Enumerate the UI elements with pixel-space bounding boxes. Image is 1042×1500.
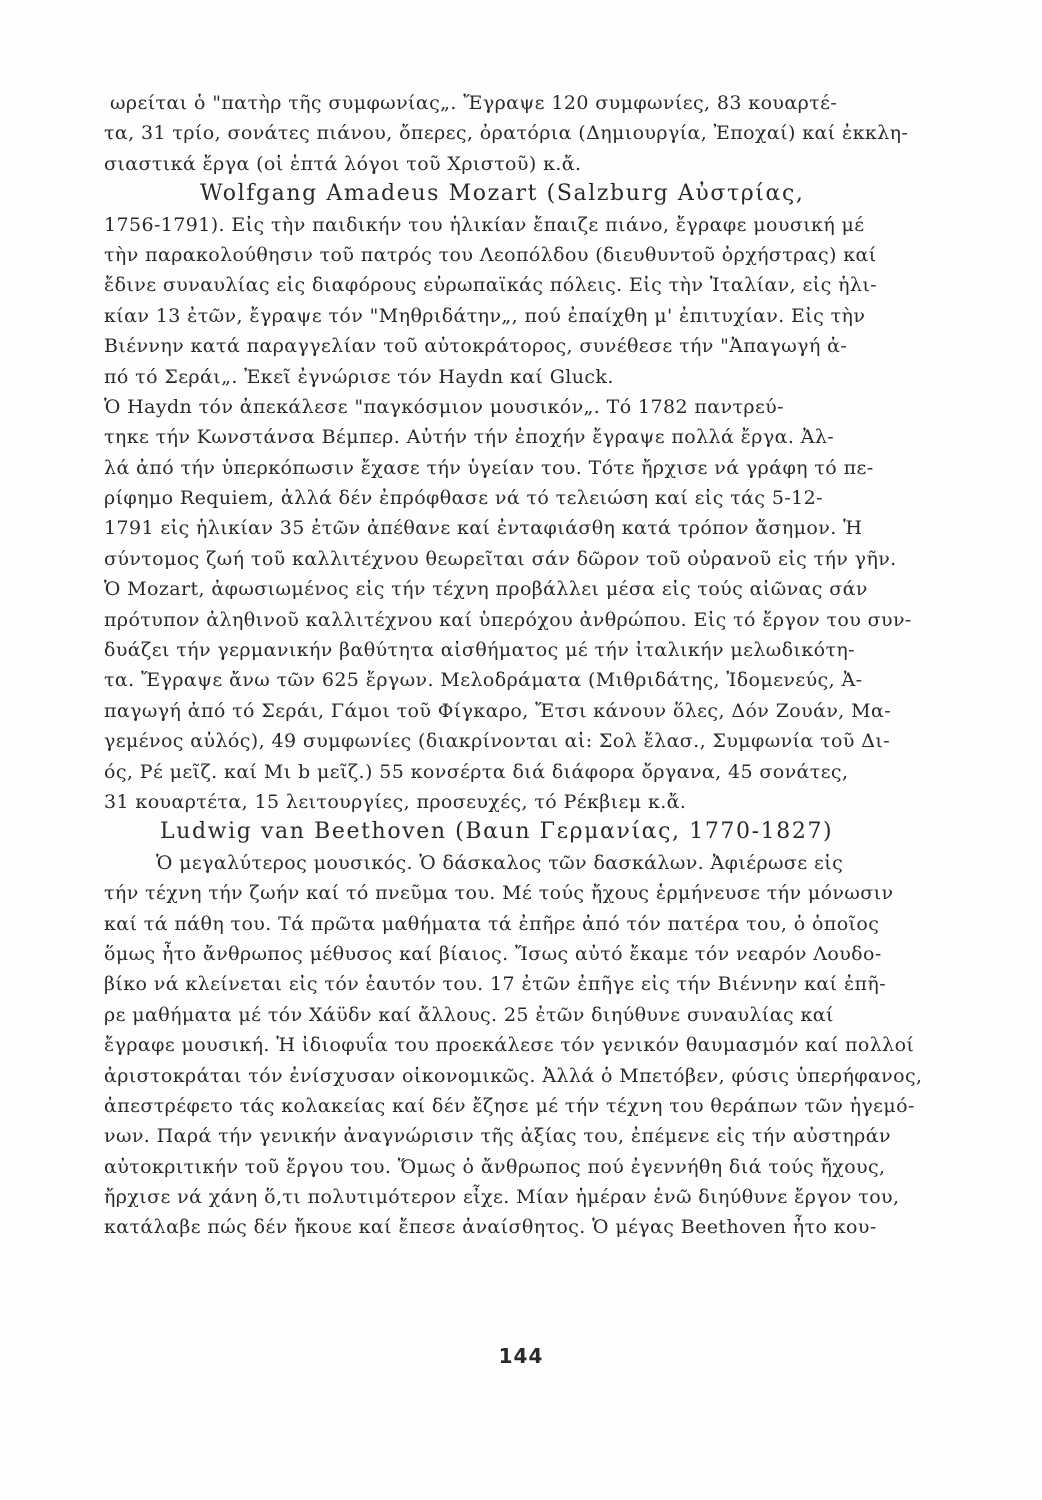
text-line: ἀπεστρέφετο τάς κολακείας καί δέν ἔζησε μέ τήν τέχνη του θεράπων τῶν ἡγεμό- [104,1094,915,1117]
text-line: κίαν 13 ἐτῶν, ἔγραψε τόν "Μηθριδάτην„, πού ἐπαίχθη μ' ἐπιτυχίαν. Εἰς τὴν [104,304,866,327]
text-line: δυάζει τήν γερμανικήν βαθύτητα αἰσθήματος μέ τήν ἰταλικήν μελωδικότη- [104,639,855,662]
text-line: παγωγή ἀπό τό Σεράι, Γάμοι τοῦ Φίγκαρο, Ἔτσι κάνουν ὅλες, Δόν Ζουάν, Μα- [104,699,892,722]
handwritten-text-body [104,88,964,1243]
text-line: τήν τέχνη τήν ζωήν καί τό πνεῦμα του. Μέ τούς ἤχους ἑρμήνευσε τήν μόνωσιν [104,882,894,905]
text-line: γεμένος αὐλός), 49 συμφωνίες (διακρίνονται αἱ: Σολ ἔλασ., Συμφωνία τοῦ Δι- [104,730,891,753]
text-line: Βιέννην κατά παραγγελίαν τοῦ αὐτοκράτορος, συνέθεσε τήν "Ἀπαγωγή ἀ- [104,335,848,358]
text-line: ρίφημο Requiem, ἀλλά δέν ἐπρόφθασε νά τό τελειώση καί εἰς τάς 5-12- [104,487,823,510]
text-line: σιαστικά ἔργα (οἱ ἑπτά λόγοι τοῦ Χριστοῦ) κ.ἄ. [104,152,582,175]
page-number: 144 [498,1344,544,1368]
text-line: πό τό Σεράι„. Ἐκεῖ ἐγνώρισε τόν Haydn καί Gluck. [104,365,614,388]
text-line: κατάλαβε πώς δέν ἤκουε καί ἔπεσε ἀναίσθητος. Ὁ μέγας Beethoven ἦτο κου- [104,1216,877,1239]
text-line: ἤρχισε νά χάνη ὅ,τι πολυτιμότερον εἶχε. Μίαν ἡμέραν ἐνῶ διηύθυνε ἔργον του, [104,1186,900,1209]
text-line: Ὁ Mozart, ἀφωσιωμένος εἰς τήν τέχνη προβάλλει μέσα εἰς τούς αἰῶνας σάν [104,578,868,601]
text-line: ός, Ρέ μεῖζ. καί Μι b μεῖζ.) 55 κονσέρτα διά διάφορα ὄργανα, 45 σονάτες, [104,760,849,783]
text-line: πρότυπον ἀληθινοῦ καλλιτέχνου καί ὑπερόχου ἀνθρώπου. Εἰς τό ἔργον του συν- [104,608,912,631]
text-line: ἀριστοκράται τόν ἐνίσχυσαν οἰκονομικῶς. Ἀλλά ὁ Μπετόβεν, φύσις ὑπερήφανος, [104,1064,923,1087]
text-line: νων. Παρά τήν γενικήν ἀναγνώρισιν τῆς ἀξίας του, ἐπέμενε εἰς τήν αὐστηράν [104,1125,891,1148]
text-line: τὴν παρακολούθησιν τοῦ πατρός του Λεοπόλδου (διευθυντοῦ ὀρχήστρας) καί [104,243,877,266]
text-line: Ὁ μεγαλύτερος μουσικός. Ὁ δάσκαλος τῶν δασκάλων. Ἀφιέρωσε εἰς [156,851,844,874]
text-line: 1756-1791). Εἰς τὴν παιδικήν του ἡλικίαν ἔπαιζε πιάνο, ἔγραφε μουσική μέ [104,213,865,236]
text-line: τα. Ἔγραψε ἄνω τῶν 625 ἔργων. Μελοδράματα (Μιθριδάτης, Ἰδομενεύς, Ἀ- [104,669,863,692]
text-line: 31 κουαρτέτα, 15 λειτουργίες, προσευχές, τό Ρέκβιεμ κ.ἄ. [104,790,687,813]
text-line: βίκο νά κλείνεται εἰς τόν ἑαυτόν του. 17 ἐτῶν ἐπῆγε εἰς τήν Βιέννην καί ἐπῆ- [104,973,887,996]
text-line: τηκε τήν Κωνστάνσα Βέμπερ. Αὐτήν τήν ἐποχήν ἔγραψε πολλά ἔργα. Ἀλ- [104,426,835,449]
section-heading-beethoven: Ludwig van Beethoven (Βαun Γερμανίας, 1770-1827) [160,819,834,845]
text-line: σύντομος ζωή τοῦ καλλιτέχνου θεωρεῖται σάν δῶρον τοῦ οὐρανοῦ εἰς τήν γῆν. [104,547,897,570]
text-line: ωρείται ὁ "πατὴρ τῆς συμφωνίας„. Ἔγραψε 120 συμφωνίες, 83 κουαρτέ- [110,92,838,114]
text-line: λά ἀπό τήν ὑπερκόπωσιν ἔχασε τήν ὑγείαν του. Τότε ἤρχισε νά γράφη τό πε- [104,456,874,479]
text-line: ἔγραφε μουσική. Ἡ ἰδιοφυΐα του προεκάλεσε τόν γενικόν θαυμασμόν καί πολλοί [104,1034,915,1057]
text-line: Ὁ Haydn τόν ἀπεκάλεσε "παγκόσμιον μουσικόν„. Τό 1782 παντρεύ- [104,395,784,418]
text-line: αὐτοκριτικήν τοῦ ἔργου του. Ὅμως ὁ ἄνθρωπος πού ἐγεννήθη διά τούς ἤχους, [104,1155,886,1178]
text-line: ἔδινε συναυλίας εἰς διαφόρους εὐρωπαϊκάς πόλεις. Εἰς τὴν Ἰταλίαν, εἰς ἡλι- [104,274,877,297]
text-line: 1791 εἰς ἡλικίαν 35 ἐτῶν ἀπέθανε καί ἐνταφιάσθη κατά τρόπον ἄσημον. Ἡ [104,517,863,540]
text-line: ρε μαθήματα μέ τόν Χάϋδν καί ἄλλους. 25 ἐτῶν διηύθυνε συναυλίας καί [104,1003,834,1026]
text-line: ὅμως ἦτο ἄνθρωπος μέθυσος καί βίαιος. Ἴσως αὐτό ἔκαμε τόν νεαρόν Λουδο- [104,942,882,965]
text-line: καί τά πάθη του. Τά πρῶτα μαθήματα τά ἐπῆρε ἀπό τόν πατέρα του, ὁ ὁποῖος [104,912,880,935]
section-heading-mozart: Wolfgang Amadeus Mozart (Salzburg Αὐστρίας, [200,181,805,207]
text-line: τα, 31 τρίο, σονάτες πιάνου, ὄπερες, ὀρατόρια (Δημιουργία, Ἐποχαί) καί ἐκκλη- [104,122,909,145]
